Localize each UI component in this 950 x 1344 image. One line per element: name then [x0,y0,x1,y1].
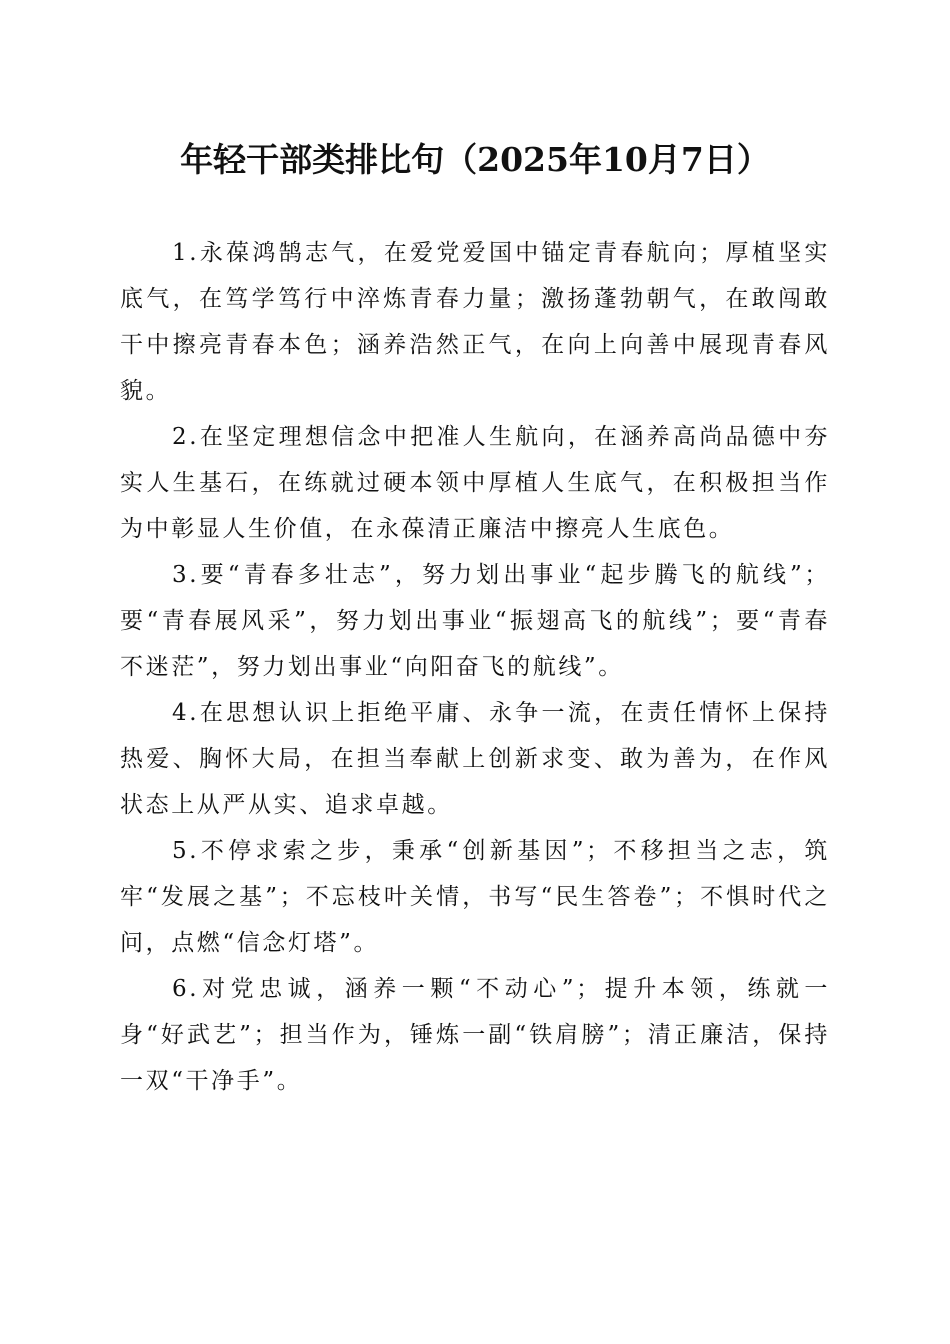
paragraph-5: 5.不停求索之步，秉承“创新基因”；不移担当之志，筑牢“发展之基”；不忘枝叶关情，书写“民生答卷”；不惧时代之问，点燃“信念灯塔”。 [120,838,830,956]
paragraph-3: 3.要“青春多壮志”，努力划出事业“起步腾飞的航线”；要“青春展风采”，努力划出事业“振翅高飞的航线”；要“青春不迷茫”，努力划出事业“向阳奋飞的航线”。 [120,562,830,680]
paragraph-2: 2.在坚定理想信念中把准人生航向，在涵养高尚品德中夯实人生基石，在练就过硬本领中厚植人生底气，在积极担当作为中彰显人生价值，在永葆清正廉洁中擦亮人生底色。 [120,424,830,542]
paragraph-6: 6.对党忠诚，涵养一颗“不动心”；提升本领，练就一身“好武艺”；担当作为，锤炼一副“铁肩膀”；清正廉洁，保持一双“干净手”。 [120,976,830,1094]
paragraph-1: 1.永葆鸿鹄志气，在爱党爱国中锚定青春航向；厚植坚实底气，在笃学笃行中淬炼青春力量；激扬蓬勃朝气，在敢闯敢干中擦亮青春本色；涵养浩然正气，在向上向善中展现青春风貌。 [120,240,830,404]
paragraph-4: 4.在思想认识上拒绝平庸、永争一流，在责任情怀上保持热爱、胸怀大局，在担当奉献上创新求变、敢为善为，在作风状态上从严从实、追求卓越。 [120,700,830,818]
document-title: 年轻干部类排比句（2025年10月7日） [180,140,770,179]
document-body [120,230,830,1104]
